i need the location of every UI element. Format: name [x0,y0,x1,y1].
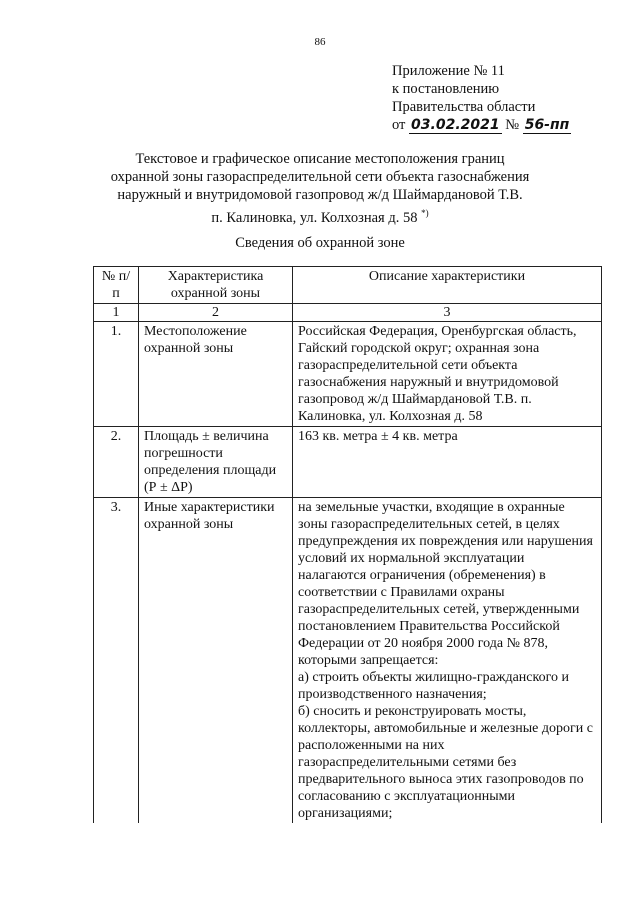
column-number-row [94,304,602,322]
appendix-line-1: Приложение № 11 [392,63,505,79]
row-1-number: 1. [94,322,139,427]
number-prefix: № [505,117,520,133]
title-line-1: Текстовое и графическое описание местоположения границ [135,151,505,167]
table-header-row [94,267,602,304]
column-number-3: 3 [293,304,602,322]
table-row [94,427,602,498]
row-1-description: Российская Федерация, Оренбургская область, Гайский городской округ; охранная зона газораспределительной сети объекта газоснабжения наружный и внутридомовой газопровод ж/д Шаймардановой Т.В. п. Калиновка, ул. Колхозная д. 58 [293,322,602,427]
row-3-number: 3. [94,498,139,824]
row-2-description: 163 кв. метра ± 4 кв. метра [293,427,602,498]
section-subtitle: Сведения об охранной зоне [235,235,405,251]
row-2-number: 2. [94,427,139,498]
row-1-name: Местоположение охранной зоны [139,322,293,427]
column-number-1: 1 [94,304,139,322]
header-number: № п/п [94,267,139,304]
title-line-3: наружный и внутридомовой газопровод ж/д Шаймардановой Т.В. [117,187,523,203]
header-characteristic: Характеристика охранной зоны [139,267,293,304]
handwritten-number: 56-пп [524,117,570,133]
column-number-2: 2 [139,304,293,322]
appendix-line-3: Правительства области [392,99,536,115]
header-description: Описание характеристики [293,267,602,304]
table-row [94,498,602,824]
appendix-block [392,62,571,134]
document-title [80,150,560,227]
row-2-name: Площадь ± величина погрешности определения площади (Р ± ΔР) [139,427,293,498]
date-prefix: от [392,117,406,133]
table-row [94,322,602,427]
title-line-2: охранной зоны газораспределительной сети объекта газоснабжения [110,169,530,185]
row-3-description [293,498,602,824]
title-line-4 [80,204,560,227]
protection-zone-table [93,266,602,823]
handwritten-date: 03.02.2021 [411,117,500,133]
row-3-name: Иные характеристики охранной зоны [139,498,293,824]
page-number: 86 [314,36,326,48]
row-3-description-text: на земельные участки, входящие в охранные зоны газораспределительных сетей, в целях предупреждения их повреждения или нарушения условий их нормальной эксплуатации налагаются ограничения (обременения) в соответствии с Правилами охраны газораспределительных сетей, утвержденными постановлением Правительства Российской Федерации от 20 ноября 2000 года № 878, которыми запрещается: [298,500,593,668]
appendix-date-line [392,116,571,134]
appendix-line-2: к постановлению [392,81,500,97]
row-3-item-a: а) строить объекты жилищно-гражданского и производственного назначения; [298,670,569,702]
footnote-mark: *) [421,208,429,218]
row-3-item-b: б) сносить и реконструировать мосты, коллекторы, автомобильные и железные дороги с расположенными на них газораспределительными сетями без предварительного выноса этих газопроводов по согласованию с эксплуатационными организациями; [298,704,593,821]
title-line-4-text: п. Калиновка, ул. Колхозная д. 58 [211,209,418,226]
